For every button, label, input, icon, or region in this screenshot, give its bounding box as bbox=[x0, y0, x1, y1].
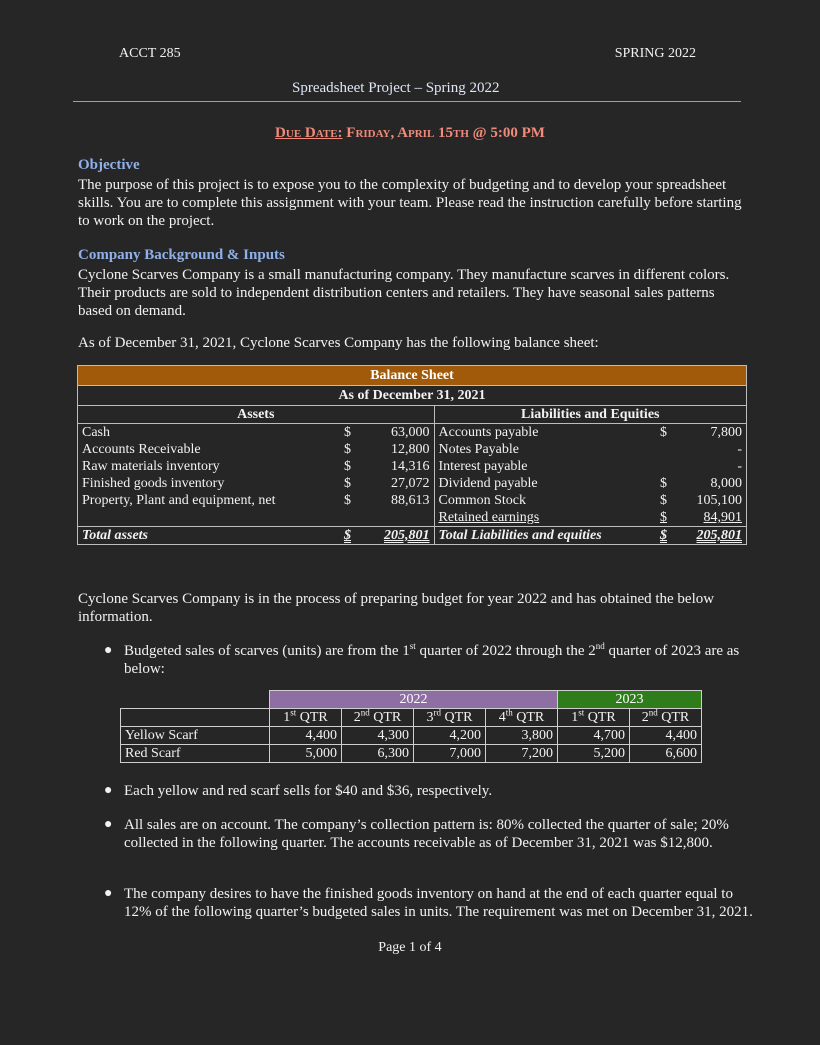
total-assets-value: 205,801 bbox=[358, 527, 434, 545]
list-item bbox=[104, 816, 764, 852]
liabilities-header: Liabilities and Equities bbox=[434, 406, 746, 424]
bullet-price-text: Each yellow and red scarf sells for $40 and $36, respectively. bbox=[124, 783, 493, 799]
balance-sheet-table bbox=[78, 406, 746, 544]
bullet-icon: ● bbox=[104, 783, 113, 798]
list-item bbox=[104, 885, 764, 921]
term-label: SPRING 2022 bbox=[614, 46, 696, 61]
bullet-icon: ● bbox=[104, 886, 113, 901]
table-row: Retained earnings $ 84,901 bbox=[78, 509, 746, 527]
table-row: Finished goods inventory $ 27,072 Dividend payable $ 8,000 bbox=[82, 476, 742, 491]
table-row: Property, Plant and equipment, net $ 88,613 Common Stock $ 105,100 bbox=[82, 493, 742, 508]
course-code: ACCT 285 bbox=[119, 46, 181, 61]
total-liabilities-label: Total Liabilities and equities bbox=[434, 527, 656, 545]
due-date-label: Due Date: bbox=[275, 125, 343, 141]
due-date-value: Friday, April 15th @ 5:00 PM bbox=[346, 125, 545, 141]
table-row: Yellow Scarf 4,400 4,300 4,200 3,800 4,700 4,400 bbox=[121, 727, 702, 745]
bullet-icon: ● bbox=[104, 643, 113, 658]
bullet-collection-text: All sales are on account. The company’s collection pattern is: 80% collected the quarter of sale; 20% collected in the following quarter. The accounts receivable as of December 31, 2021 was $12,800. bbox=[124, 817, 729, 851]
quarter-header: 4th QTR bbox=[486, 709, 558, 727]
year-2023-header: 2023 bbox=[558, 691, 702, 709]
bullet-inventory-text: The company desires to have the finished goods inventory on hand at the end of each quarter equal to 12% of the following quarter’s budgeted sales in units. The requirement was met on December 31, 2021. bbox=[124, 886, 753, 920]
header-divider bbox=[73, 101, 741, 102]
page-number: Page 1 of 4 bbox=[378, 940, 442, 955]
balance-sheet-title: Balance Sheet bbox=[78, 366, 746, 386]
balance-sheet-intro: As of December 31, 2021, Cyclone Scarves Company has the following balance sheet: bbox=[78, 335, 599, 351]
quarter-header: 3rd QTR bbox=[414, 709, 486, 727]
budget-intro: Cyclone Scarves Company is in the process of preparing budget for year 2022 and has obtained the below information. bbox=[78, 591, 715, 625]
quarter-header: 1st QTR bbox=[558, 709, 630, 727]
background-heading: Company Background & Inputs bbox=[78, 247, 285, 263]
table-row: Accounts Receivable $ 12,800 Notes Payable - bbox=[82, 442, 742, 457]
sales-table bbox=[120, 690, 702, 763]
objective-heading: Objective bbox=[78, 157, 140, 173]
table-row: Cash $ 63,000 Accounts payable $ 7,800 bbox=[82, 425, 742, 440]
totals-row: Total assets $ 205,801 Total Liabilities and equities $ 205,801 bbox=[78, 527, 746, 545]
objective-paragraph: The purpose of this project is to expose you to the complexity of budgeting and to develop your spreadsheet skills. You are to complete this assignment with your team. Please read the instruction carefully before starting to work on the project. bbox=[78, 177, 742, 229]
quarter-header: 2nd QTR bbox=[342, 709, 414, 727]
project-title: Spreadsheet Project – Spring 2022 bbox=[292, 80, 500, 96]
balance-sheet bbox=[77, 365, 747, 545]
background-paragraph: Cyclone Scarves Company is a small manufacturing company. They manufacture scarves in different colors. Their products are sold to independent distribution centers and retailers. They have seasonal sales patterns based on demand. bbox=[78, 267, 730, 319]
list-item bbox=[104, 641, 764, 678]
background-text bbox=[78, 266, 743, 320]
bullet-sales-text: Budgeted sales of scarves (units) are from the 1st quarter of 2022 through the 2nd quarter of 2023 are as below: bbox=[124, 641, 740, 677]
balance-sheet-subtitle: As of December 31, 2021 bbox=[78, 386, 746, 406]
due-date bbox=[0, 125, 820, 142]
year-2022-header: 2022 bbox=[270, 691, 558, 709]
assets-header: Assets bbox=[78, 406, 434, 424]
table-row: Red Scarf 5,000 6,300 7,000 7,200 5,200 6,600 bbox=[121, 745, 702, 763]
table-row: Raw materials inventory $ 14,316 Interest payable - bbox=[82, 459, 742, 474]
quarter-header: 1st QTR bbox=[270, 709, 342, 727]
total-liabilities-value: 205,801 bbox=[674, 527, 746, 545]
bullet-icon: ● bbox=[104, 817, 113, 832]
total-assets-label: Total assets bbox=[78, 527, 340, 545]
quarter-header: 2nd QTR bbox=[630, 709, 702, 727]
objective-text bbox=[78, 176, 743, 230]
list-item bbox=[104, 782, 764, 800]
